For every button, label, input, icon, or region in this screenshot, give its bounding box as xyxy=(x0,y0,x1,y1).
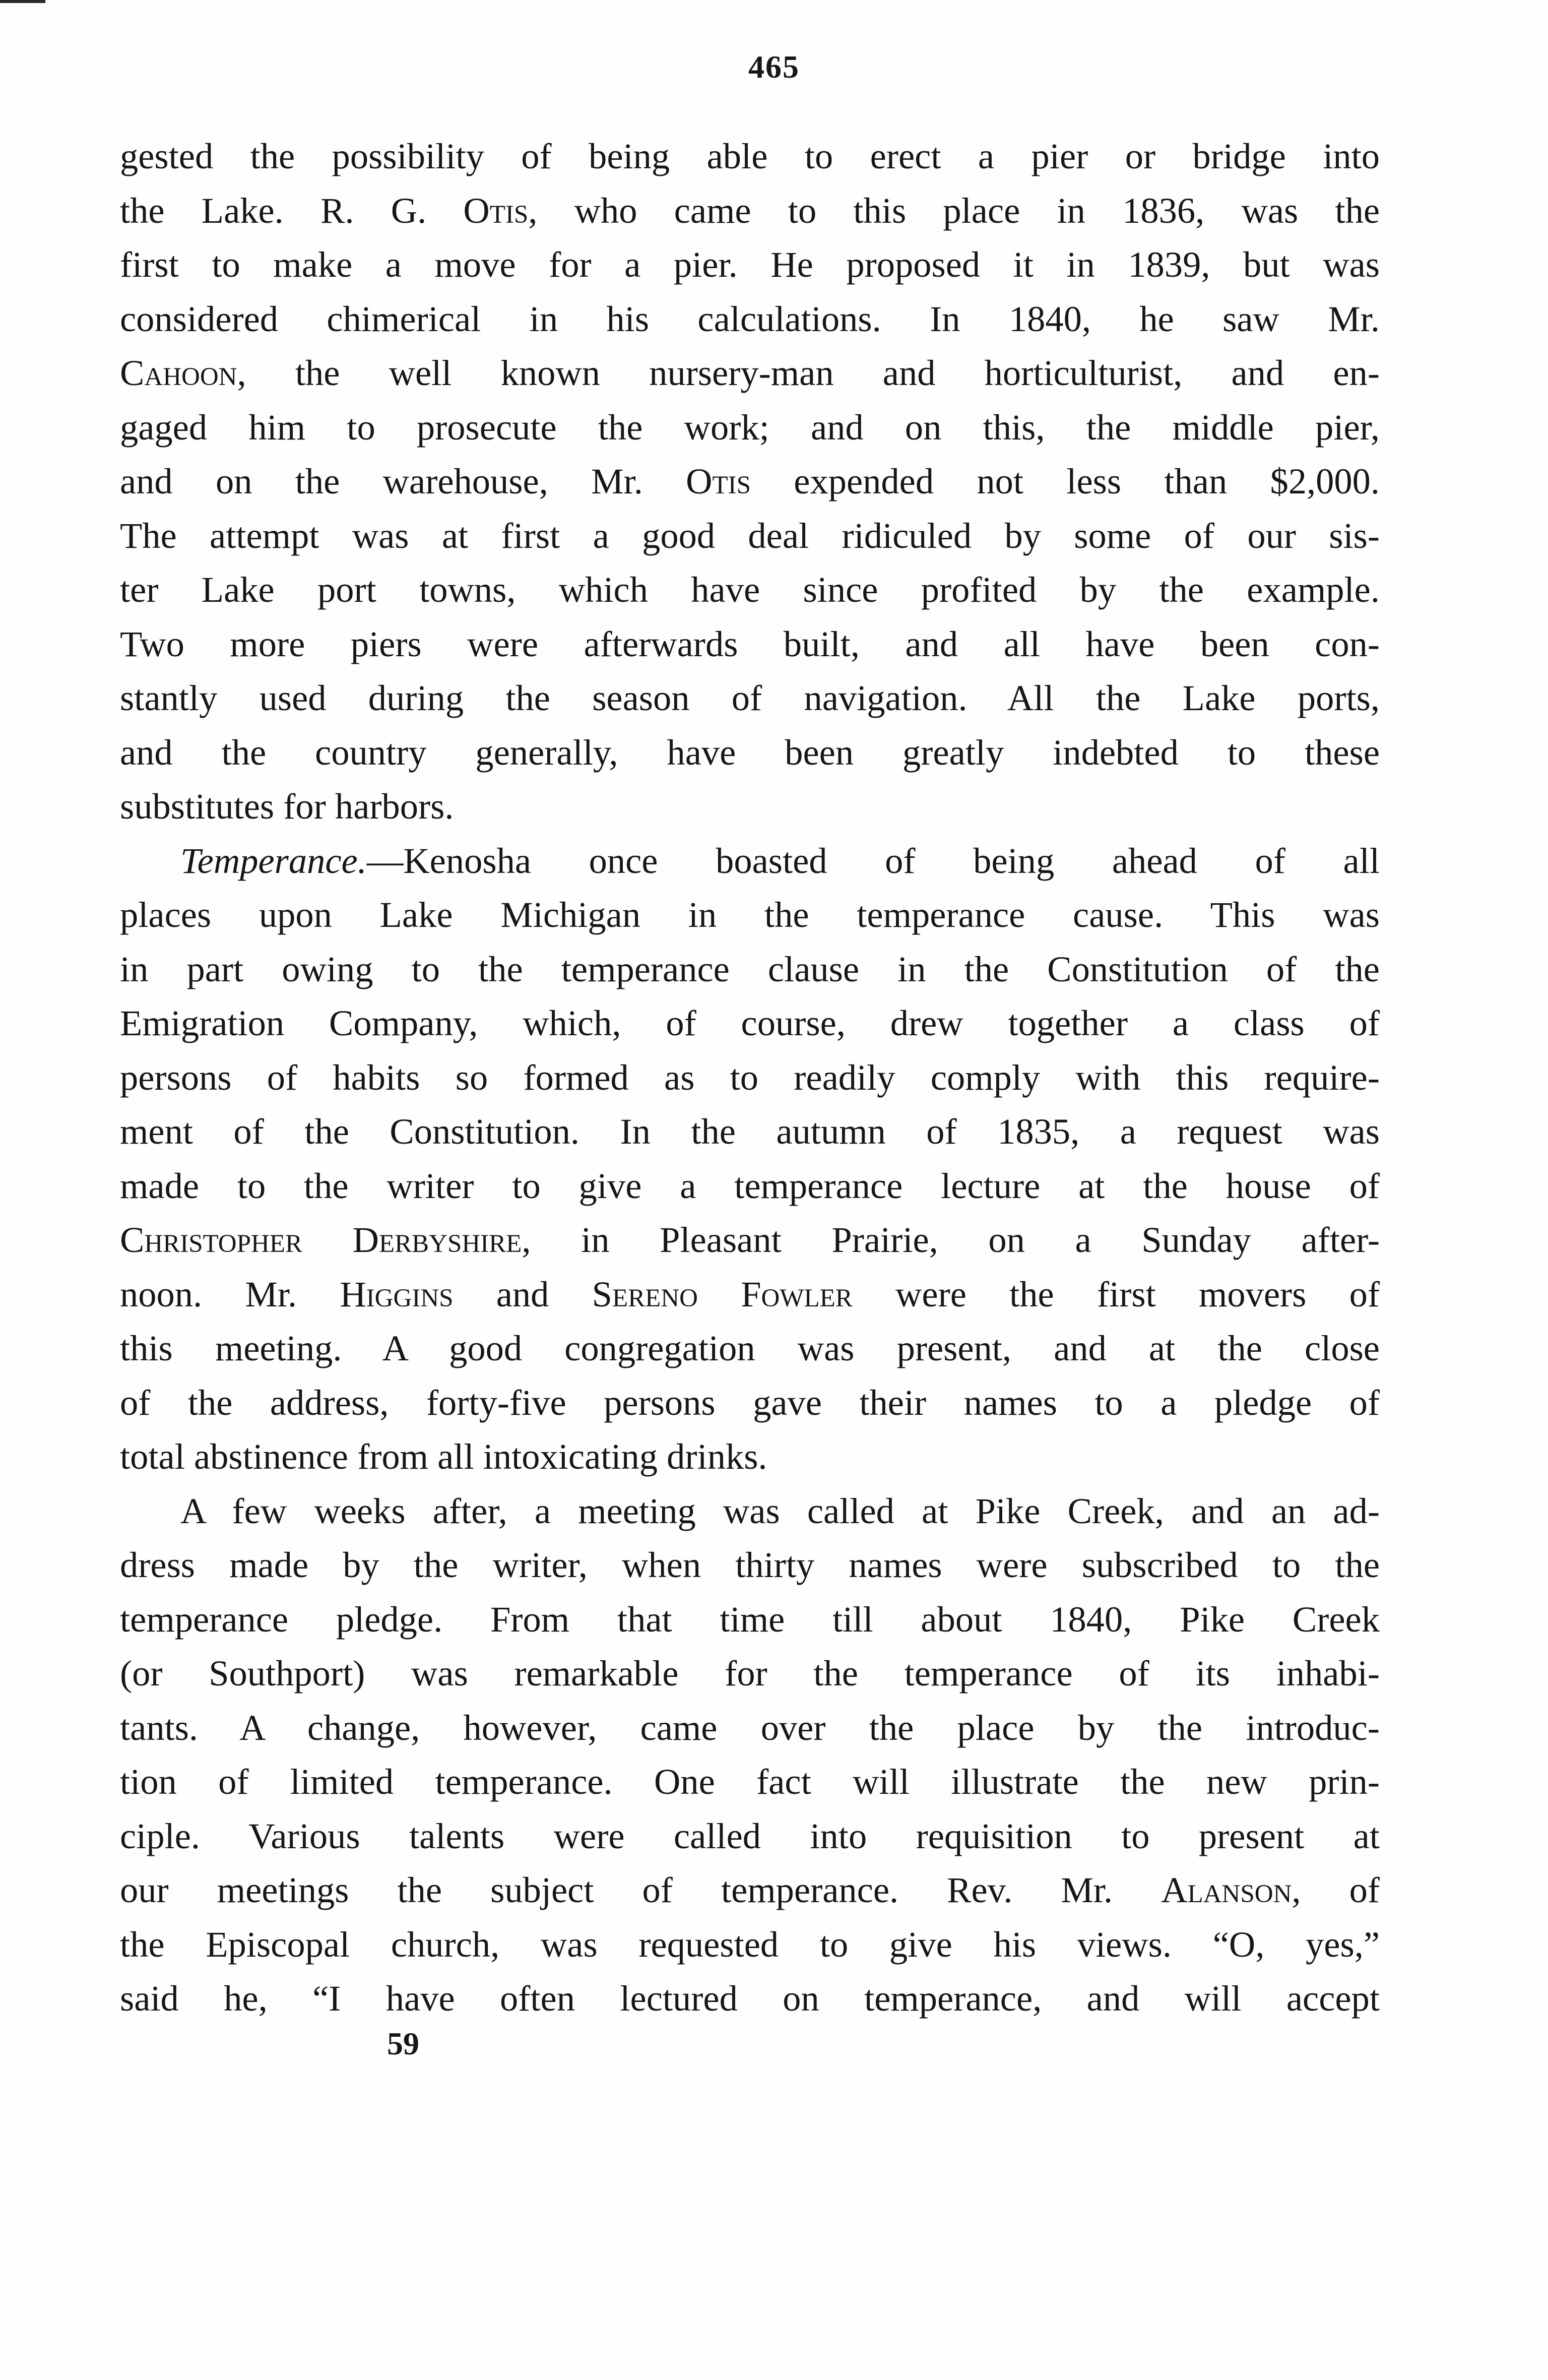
text-segment: (or Southport) was remarkable for the temperance of its inhabi- xyxy=(120,1653,1380,1694)
text-line xyxy=(120,1159,1380,1213)
text-segment: Christopher Derbyshire xyxy=(120,1219,522,1260)
text-line xyxy=(120,1646,1380,1701)
text-line xyxy=(120,1755,1380,1809)
text-segment: substitutes for harbors. xyxy=(120,786,454,827)
text-segment: and on the warehouse, Mr. xyxy=(120,461,686,502)
text-line xyxy=(120,562,1380,617)
page-number: 465 xyxy=(748,49,800,85)
text-segment: gaged him to prosecute the work; and on this, the middle pier, xyxy=(120,406,1380,448)
text-line xyxy=(120,671,1380,725)
text-segment: ment of the Constitution. In the autumn of 1835, a request was xyxy=(120,1111,1380,1152)
text-segment: the Episcopal church, was requested to give his views. “O, yes,” xyxy=(120,1923,1380,1965)
text-line xyxy=(120,1050,1380,1105)
text-segment: expended not less than $2,000. xyxy=(750,461,1380,502)
text-line xyxy=(120,1104,1380,1159)
text-segment: dress made by the writer, when thirty names were subscribed to the xyxy=(120,1544,1380,1585)
signature-mark: 59 xyxy=(387,2026,419,2061)
text-line xyxy=(120,996,1380,1050)
text-segment: ciple. Various talents were called into requisition to present at xyxy=(120,1815,1380,1856)
text-line xyxy=(120,1375,1380,1430)
text-line xyxy=(120,888,1380,942)
text-segment: first to make a move for a pier. He proposed it in 1839, but was xyxy=(120,244,1380,285)
text-segment: ter Lake port towns, which have since profited by the example. xyxy=(120,569,1380,610)
text-segment: , who came to this place in 1836, was the xyxy=(528,190,1380,231)
text-line xyxy=(120,237,1380,292)
text-line xyxy=(120,834,1380,888)
text-line xyxy=(120,725,1380,780)
scan-edge-mark xyxy=(0,0,45,3)
text-line xyxy=(120,942,1380,996)
text-segment: said he, “I have often lectured on temperance, and will accept xyxy=(120,1978,1380,2019)
text-segment: and the country generally, have been greatly indebted to these xyxy=(120,731,1380,773)
text-segment: persons of habits so formed as to readily comply with this require- xyxy=(120,1056,1380,1098)
text-segment: and xyxy=(453,1273,592,1314)
text-line xyxy=(120,617,1380,671)
text-line xyxy=(120,509,1380,563)
text-line xyxy=(120,1592,1380,1647)
text-line xyxy=(120,1971,1380,2026)
text-line xyxy=(120,1863,1380,1917)
text-line xyxy=(120,1538,1380,1592)
text-segment: The attempt was at first a good deal ridiculed by some of our sis- xyxy=(120,515,1380,556)
text-line xyxy=(120,1429,1380,1484)
text-line xyxy=(120,1484,1380,1538)
text-segment: temperance pledge. From that time till about 1840, Pike Creek xyxy=(120,1598,1380,1640)
text-line xyxy=(120,454,1380,509)
text-line xyxy=(120,779,1380,834)
text-segment: of the address, forty-five persons gave their names to a pledge of xyxy=(120,1382,1380,1423)
text-segment: Sereno Fowler xyxy=(592,1273,853,1314)
text-line xyxy=(120,346,1380,400)
text-segment: tants. A change, however, came over the place by the introduc- xyxy=(120,1707,1380,1748)
text-segment: gested the possibility of being able to erect a pier or bridge into xyxy=(120,136,1380,176)
text-segment: noon. Mr. xyxy=(120,1273,340,1314)
text-segment: R. G. Otis xyxy=(320,190,529,231)
text-segment: Two more piers were afterwards built, and all have been con- xyxy=(120,623,1380,664)
text-line xyxy=(120,1917,1380,1972)
body-text xyxy=(120,129,1380,2026)
text-segment: total abstinence from all intoxicating drinks. xyxy=(120,1436,767,1477)
text-segment: considered chimerical in his calculations. In 1840, he saw Mr. xyxy=(120,298,1380,339)
text-line xyxy=(120,1809,1380,1863)
text-segment: tion of limited temperance. One fact will illustrate the new prin- xyxy=(120,1761,1380,1802)
text-segment: —Kenosha once boasted of being ahead of all xyxy=(366,840,1380,881)
text-segment: Emigration Company, which, of course, drew together a class of xyxy=(120,1003,1380,1043)
text-segment: Temperance. xyxy=(180,840,367,881)
text-segment: in part owing to the temperance clause in the Constitution of the xyxy=(120,948,1380,989)
text-line xyxy=(120,1321,1380,1375)
text-line xyxy=(120,400,1380,455)
text-segment: our meetings the subject of temperance. Rev. Mr. xyxy=(120,1869,1162,1910)
text-segment: , in Pleasant Prairie, on a Sunday after- xyxy=(522,1219,1380,1260)
text-line xyxy=(120,292,1380,346)
text-segment: were the first movers of xyxy=(852,1273,1380,1314)
text-segment: Otis xyxy=(686,461,751,502)
text-segment: made to the writer to give a temperance lecture at the house of xyxy=(120,1165,1380,1206)
text-line xyxy=(120,1213,1380,1267)
text-segment: stantly used during the season of navigation. All the Lake ports, xyxy=(120,677,1380,718)
text-segment: A few weeks after, a meeting was called at Pike Creek, and an ad- xyxy=(180,1490,1380,1531)
text-segment: this meeting. A good congregation was present, and at the close xyxy=(120,1328,1380,1368)
text-segment: places upon Lake Michigan in the temperance cause. This was xyxy=(120,894,1380,935)
text-segment: , the well known nursery-man and horticulturist, and en- xyxy=(237,352,1380,393)
text-line xyxy=(120,183,1380,238)
text-line xyxy=(120,129,1380,183)
text-line xyxy=(120,1701,1380,1755)
text-line xyxy=(120,1267,1380,1322)
text-segment: Higgins xyxy=(340,1273,454,1314)
text-segment: Alanson xyxy=(1161,1869,1292,1910)
text-segment: Cahoon xyxy=(120,352,237,393)
text-segment: the Lake. xyxy=(120,190,321,231)
text-segment: , of xyxy=(1292,1869,1380,1910)
